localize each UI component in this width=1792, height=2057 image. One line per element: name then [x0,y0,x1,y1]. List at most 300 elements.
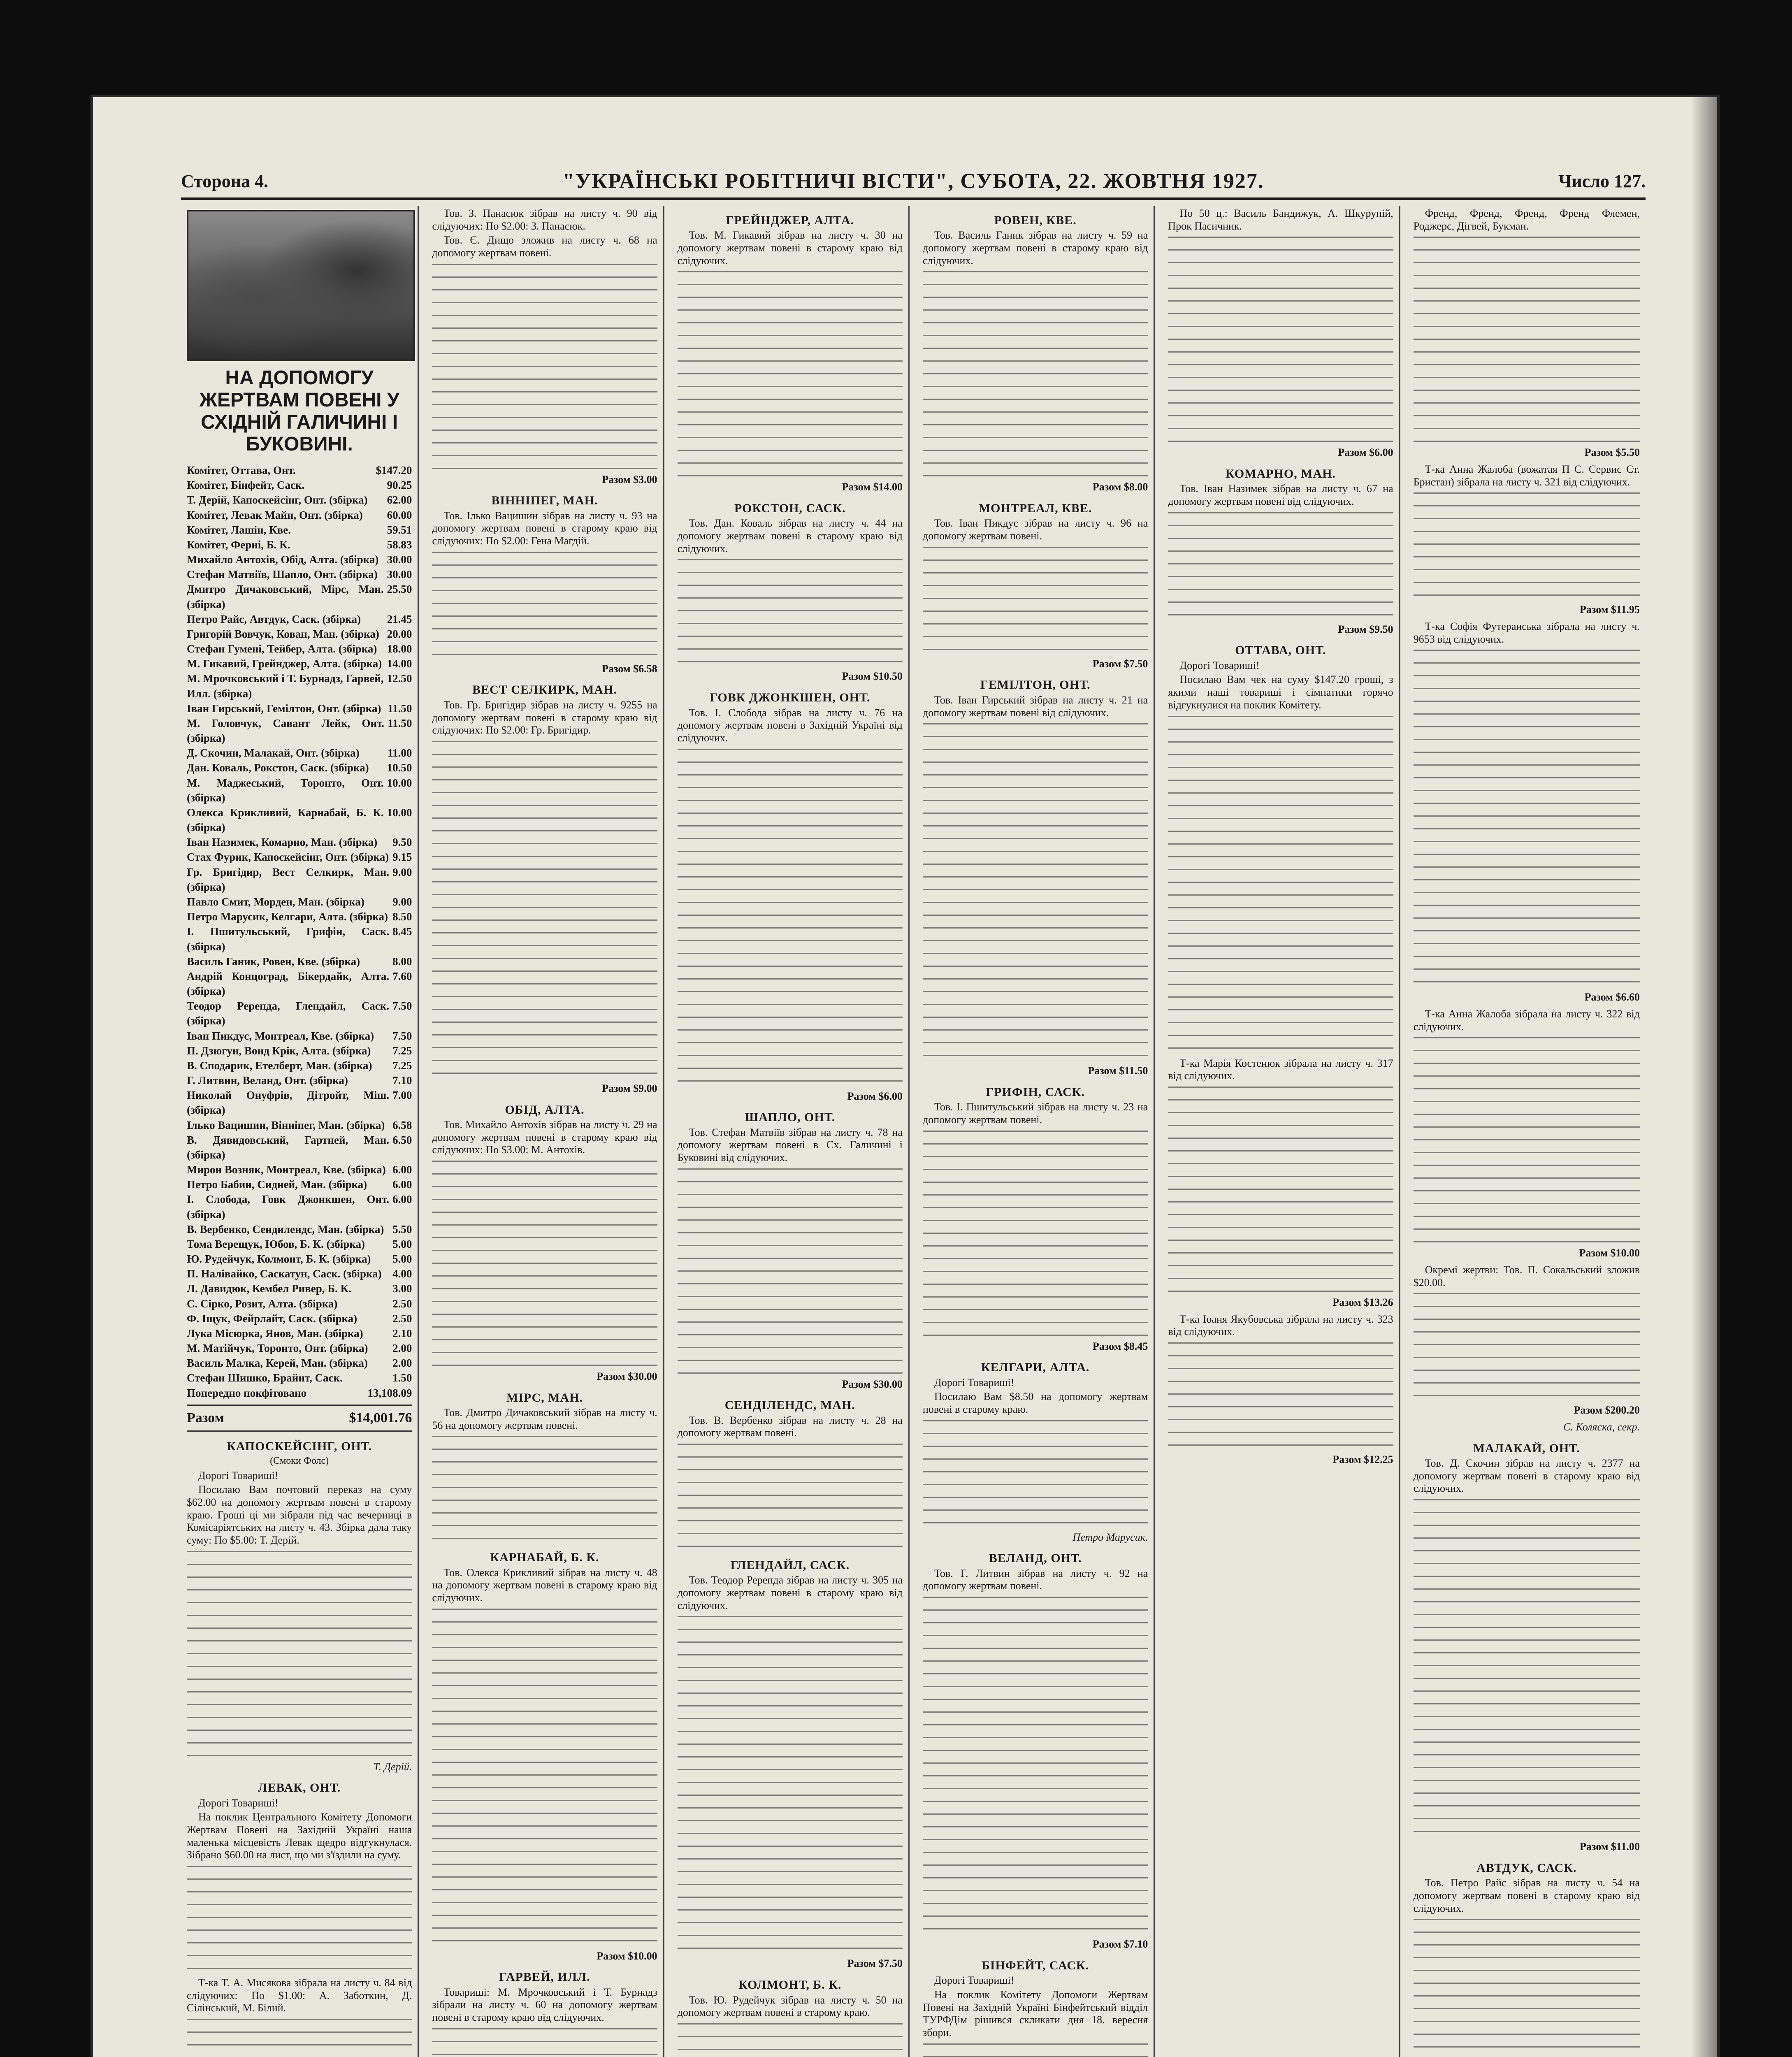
article-paragraph: Тов. Ю. Рудейчук зібрав на листу ч. 50 на допомогу жертвам повені в старому краю. [677,1994,903,2019]
contributor-name: Л. Давидюк, Кембел Ривер, Б. К. [187,1282,351,1295]
contribution-row [187,909,412,924]
illegible-text-block [1168,512,1393,619]
masthead [181,165,1646,200]
section-total: Разом $8.00 [1092,481,1148,493]
contribution-amount: 9.00 [392,866,412,878]
contribution-row [187,1088,412,1117]
contribution-row [187,1192,412,1221]
contribution-row [187,492,412,507]
article-paragraph: По 50 ц.: Василь Бандижук, А. Шкурупій, Прок Пасичник. [1168,207,1393,232]
contribution-row [187,865,412,894]
article-paragraph: Тов. Іван Гирський зібрав на листу ч. 21 на допомогу жертвам повені від слідуючих. [922,694,1148,719]
column-5 [1162,206,1400,2057]
grand-total-row [187,1410,412,1426]
article-paragraph: Тов. Дан. Коваль зібрав на листу ч. 44 на допомогу жертвам повені в старому краю від слідуючих. [677,517,903,555]
section-title: ГЛЕНДАЙЛ, САСК. [730,1558,850,1572]
column-6 [1408,206,1646,2057]
section-title: КОЛМОНТ, Б. К. [738,1978,842,1992]
article-paragraph: Посилаю Вам почтовий переказ на суму $62.00 на допомогу жертвам повені в старому краю. Гроші ці ми зібрали під час вечерниці в Комісаріятських на листу ч. 43. Збірка дала таку суму: По $5.00: Т. Дерій. [187,1484,412,1546]
contribution-row [187,1043,412,1058]
contribution-row [187,760,412,775]
page-number: Сторона 4. [181,171,269,191]
lead-headline: НА ДОПОМОГУ ЖЕРТВАМ ПОВЕНІ У СХІДНІЙ ГАЛИЧИНІ І БУКОВИНІ. [199,367,399,455]
section-total: Разом $5.50 [1584,446,1640,459]
article-paragraph: Тов. Михайло Антохів зібрав на листу ч. 29 на допомогу жертвам повені в старому краю від слідуючих: По $3.00: М. Антохів. [432,1118,657,1156]
contributor-name: С. Сірко, Розит, Алта. (збірка) [187,1297,338,1310]
contributor-name: В. Дявидовський, Гартней, Ман. (збірка) [187,1133,390,1161]
contribution-row [187,522,412,537]
article-paragraph: Тов. Іван Назимек зібрав на листу ч. 67 на допомогу жертвам повені від слідуючих. [1168,483,1393,508]
contribution-amount: 58.83 [387,538,412,551]
contribution-row [187,924,412,954]
contributor-name: Теодор Ререпда, Глендайл, Саск. (збірка) [187,1000,390,1027]
illegible-text-block [432,552,657,659]
contribution-row [187,745,412,760]
section-title: БІНФЕЙТ, САСК. [982,1958,1089,1972]
contribution-row [187,656,412,671]
section-total: Разом $13.26 [1332,1296,1393,1308]
contribution-row [187,1222,412,1237]
contributor-name: Д. Скочин, Малакай, Онт. (збірка) [187,747,360,759]
contributor-name: М. Головчук, Савант Лейк, Онт. (збірка) [187,717,385,745]
contribution-amount: 9.15 [392,851,412,864]
article-paragraph: Товариші: М. Мрочковський і Т. Бурнадз зібрали на листу ч. 60 на допомогу жертвам повені в старому краю від слідуючих. [432,1986,657,2024]
previous-amount: 13,108.09 [367,1386,412,1399]
contribution-amount: 6.50 [392,1133,412,1146]
contributor-name: Ілько Вацишин, Вінніпег, Ман. (збірка) [187,1119,385,1131]
contributor-name: Стах Фурик, Капоскейсінг, Онт. (збірка) [187,851,389,864]
article-paragraph: Т-ка Т. А. Мисякова зібрала на листу ч. 84 від слідуючих: По $1.00: А. Заботкин, Д. Сілінський, М. Білий. [187,1977,412,2014]
article-paragraph: Т-ка Софія Футеранська зібрала на листу ч. 9653 від слідуючих. [1413,620,1640,645]
contribution-amount: 7.25 [392,1044,412,1057]
contribution-amount: 2.00 [392,1357,412,1370]
column-6-body [1414,207,1640,2057]
section-title: ГРЕЙНДЖЕР, АЛТА. [726,214,854,227]
section-total: Разом $3.00 [602,473,657,485]
contribution-amount: 5.50 [392,1223,412,1235]
contribution-amount: 1.50 [392,1372,412,1384]
article-paragraph: Френд, Френд, Френд, Френд Флемен, Роджерс, Дігвей, Букман. [1413,207,1640,232]
illegible-text-block [678,2023,903,2057]
contributor-name: Гр. Бригідир, Вест Селкирк, Ман. (збірка) [187,866,390,893]
contributor-name: Комітет, Ферні, Б. К. [187,538,290,551]
flood-photo [187,210,415,361]
article-paragraph: Тов. Петро Райс зібрав на листу ч. 54 на допомогу жертвам повені в старому краю від слідуючих. [1413,1877,1640,1914]
section-total: Разом $30.00 [597,1370,657,1382]
contribution-amount: 7.60 [392,970,412,982]
article-paragraph: Тов. Гр. Бригідир зібрав на листу ч. 9255 на допомогу жертвам повені в старому краю від слідуючих: По $2.00: Гр. Бригідир. [432,699,657,736]
contribution-amount: 11.00 [388,747,412,759]
illegible-text-block [923,1131,1148,1336]
section-total: Разом $6.58 [602,662,657,675]
contribution-amount: 62.00 [387,494,412,506]
illegible-text-block [1168,1342,1393,1449]
article-paragraph: Тов. В. Вербенко зібрав на листу ч. 28 на допомогу жертвам повені. [677,1414,903,1439]
illegible-text-block [923,723,1148,1061]
column-4 [917,206,1155,2057]
columns [181,206,1646,2057]
article-paragraph: Тов. М. Гикавий зібрав на листу ч. 30 на допомогу жертвам повені в старому краю від слідуючих. [677,229,903,267]
column-3-body [678,213,903,2057]
contribution-amount: 30.00 [387,553,412,566]
contributor-name: Петро Райс, Автдук, Саск. (збірка) [187,613,361,625]
article-paragraph: Тов. Стефан Матвіїв зібрав на листу ч. 78 на допомогу жертвам повені в Сх. Галичині і Буковині від слідуючих. [677,1126,903,1163]
contribution-amount: 10.50 [387,762,412,774]
article-paragraph: Тов. Д. Скочин зібрав на листу ч. 2377 на допомогу жертвам повені в старому краю від слідуючих. [1413,1457,1640,1495]
contribution-row [187,1133,412,1162]
contribution-row [187,612,412,627]
illegible-text-block [1414,1293,1640,1400]
article-paragraph: Тов. З. Панасюк зібрав на листу ч. 90 від слідуючих: По $2.00: З. Панасюк. [432,207,657,232]
section-title: КЕЛГАРИ, АЛТА. [981,1360,1090,1374]
section-total: Разом $6.00 [847,1090,903,1102]
contribution-amount: 30.00 [387,568,412,581]
illegible-text-block [1168,237,1393,442]
contribution-row [187,701,412,716]
illegible-text-block [678,559,903,666]
contributor-name: Іван Назимек, Комарно, Ман. (збірка) [187,836,378,849]
illegible-text-block [1414,1919,1640,2057]
contribution-row [187,775,412,805]
contribution-row [187,1341,412,1356]
section-total: Разом $10.00 [1579,1247,1640,1259]
illegible-text-block [432,1436,657,1543]
article-paragraph: Тов. Олекса Крикливий зібрав на листу ч. 48 на допомогу жертвам повені в старому краю від слідуючих. [432,1566,657,1604]
section-total: Разом $10.00 [597,1950,657,1962]
illegible-text-block [1414,1499,1640,1836]
section-total: Разом $6.00 [1338,446,1393,459]
contributor-name: Т. Дерій, Капоскейсінг, Онт. (збірка) [187,494,368,506]
contributor-name: Г. Литвин, Веланд, Онт. (збірка) [187,1074,348,1087]
contributor-name: Дан. Коваль, Рокстон, Саск. (збірка) [187,762,369,774]
column-3 [672,206,910,2057]
section-title: КОМАРНО, МАН. [1225,467,1336,481]
contributor-name: М. Матійчук, Торонто, Онт. (збірка) [187,1342,368,1355]
contribution-row [187,552,412,567]
contribution-row [187,1266,412,1281]
column-1-body [187,1439,412,2057]
article-paragraph: На поклик Комітету Допомоги Жертвам Повені на Західній Україні Бінфейтський відділ ТУРФДім рішився скликати дня 18. вересня збори. [922,1988,1148,2038]
contribution-row [187,537,412,552]
newspaper-page [91,95,1720,2057]
contributor-name: Мирон Возняк, Монтреал, Кве. (збірка) [187,1163,386,1176]
illegible-text-block [1414,237,1640,442]
contribution-amount: 12.50 [387,672,412,685]
contribution-amount: 8.45 [392,925,412,938]
contribution-amount: 2.50 [392,1312,412,1325]
signature: Петро Марусик. [1072,1531,1148,1543]
previous-total-row [187,1386,412,1400]
article-paragraph: На поклик Центрального Комітету Допомоги Жертвам Повені на Західній Україні наша маленька місцевість Левак щедро відгукнулася. Зібрано $60.00 на лист, що ми з'їздили на суму. [187,1811,412,1861]
contribution-amount: 5.00 [392,1237,412,1250]
illegible-text-block [1168,1087,1393,1292]
section-title: МАЛАКАЙ, ОНТ. [1473,1441,1580,1455]
illegible-text-block [678,1168,903,1374]
contribution-row [187,1251,412,1266]
section-total: Разом $200.20 [1574,1404,1640,1416]
column-2-body [432,207,657,2057]
illegible-text-block [432,2028,657,2057]
column-5-body [1168,207,1393,1466]
contribution-amount: 7.50 [392,1029,412,1042]
column-1 [181,206,419,2057]
contribution-row [187,582,412,611]
section-title: МОНТРЕАЛ, КВЕ. [978,501,1092,515]
article-paragraph: Посилаю Вам чек на суму $147.20 гроші, з якими наші товариші і сімпатики горячо відгукнулися на поклик Комітету. [1168,673,1393,711]
contributor-name: Павло Смит, Морден, Ман. (збірка) [187,895,364,908]
contribution-row [187,1058,412,1073]
section-title: КАПОСКЕЙСІНГ, ОНТ. [227,1439,372,1453]
illegible-text-block [678,749,903,1086]
illegible-text-block [432,741,657,1078]
illegible-text-block [187,1866,412,1973]
contribution-amount: 4.00 [392,1268,412,1280]
contribution-row [187,835,412,850]
contributor-name: Іван Пикдус, Монтреал, Кве. (збірка) [187,1029,374,1042]
illegible-text-block [187,2019,412,2057]
contribution-row [187,1356,412,1370]
article-paragraph: Дорогі Товариші! [934,1376,1014,1388]
illegible-text-block [923,271,1148,477]
section-subtitle: (Смоки Фолс) [270,1456,329,1467]
section-total: Разом $7.50 [847,1957,903,1970]
contribution-row [187,1281,412,1296]
contribution-amount: 90.25 [387,479,412,492]
contributor-name: Стефан Шишко, Брайнт, Саск. [187,1372,343,1384]
contributor-name: В. Сподарик, Етелберт, Ман. (збірка) [187,1059,372,1072]
signature: С. Коляска, секр. [1563,1421,1640,1433]
contributor-name: В. Вербенко, Сендилендс, Ман. (збірка) [187,1223,384,1235]
contribution-row [187,1177,412,1192]
section-title: ГАРВЕЙ, ИЛЛ. [499,1970,590,1984]
section-total: Разом $10.50 [842,670,903,683]
article-paragraph: Т-ка Іоаня Якубовська зібрала на листу ч. 323 від слідуючих. [1168,1313,1393,1338]
section-title: ГРИФІН, САСК. [986,1085,1085,1099]
section-title: ВІННІПЕГ, МАН. [491,494,598,508]
total-amount: $14,001.76 [349,1410,412,1426]
illegible-text-block [678,271,903,477]
illegible-text-block [678,1444,903,1551]
section-title: КАРНАБАЙ, Б. К. [490,1551,599,1565]
contribution-row [187,1073,412,1088]
illegible-text-block [432,264,657,469]
article-paragraph: Т-ка Марія Костенюк зібрала на листу ч. 317 від слідуючих. [1168,1057,1393,1082]
article-paragraph: Тов. Теодор Ререпда зібрав на листу ч. 305 на допомогу жертвам повені в старому краю від слідуючих. [677,1574,903,1611]
contribution-row [187,1326,412,1341]
contribution-amount: 59.51 [387,523,412,536]
contributor-name: Василь Малка, Керей, Ман. (збірка) [187,1357,368,1370]
section-total: Разом $6.60 [1584,991,1640,1003]
article-paragraph: Дорогі Товариші! [198,1797,279,1809]
illegible-text-block [1414,492,1640,599]
illegible-text-block [923,1597,1148,1934]
contributor-name: М. Гикавий, Грейнджер, Алта. (збірка) [187,657,382,670]
contributor-name: П. Налівайко, Саскатун, Саск. (збірка) [187,1268,382,1280]
contributor-name: Олекса Крикливий, Карнабай, Б. К. (збірка) [187,806,384,834]
contributor-name: Михайло Антохів, Обід, Алта. (збірка) [187,553,379,566]
section-total: Разом $11.00 [1580,1841,1640,1853]
section-total: Разом $12.25 [1332,1453,1393,1465]
contributor-name: Лука Місюрка, Янов, Ман. (збірка) [187,1327,363,1340]
illegible-text-block [432,1161,657,1366]
contribution-amount: 9.00 [392,895,412,908]
article-paragraph: Тов. Ілько Вацишин зібрав на листу ч. 93 на допомогу жертвам повені в старому краю від слідуючих: По $2.00: Гена Магдій. [432,509,657,547]
article-paragraph: Тов. Іван Пикдус зібрав на листу ч. 96 на допомогу жертвам повені. [922,517,1148,542]
contribution-row [187,567,412,582]
contribution-row [187,1028,412,1043]
contributor-name: П. Дзюгун, Вонд Крік, Алта. (збірка) [187,1044,371,1057]
section-total: Разом $11.95 [1580,604,1640,616]
contribution-amount: 11.50 [388,717,412,729]
contribution-amount: 7.25 [392,1059,412,1072]
section-title: СЕНДІЛЕНДС, МАН. [724,1398,855,1412]
section-title: ВЕЛАНД, ОНТ. [989,1551,1082,1565]
section-title: АВТДУК, САСК. [1476,1861,1577,1875]
contribution-row [187,1311,412,1326]
contribution-amount: 21.45 [387,613,412,625]
contribution-row [187,954,412,969]
article-paragraph: Тов. Дмитро Дичаковський зібрав на листу ч. 56 на допомогу жертвам повені. [432,1406,657,1431]
illegible-text-block [1414,650,1640,987]
section-total: Разом $14.00 [842,481,903,493]
illegible-text-block [187,1551,412,1757]
contribution-amount: 2.10 [392,1327,412,1340]
contributor-name: М. Маджеський, Торонто, Онт. (збірка) [187,776,384,804]
section-title: ВЕСТ СЕЛКИРК, МАН. [472,683,617,697]
newspaper-title: "УКРАЇНСЬКІ РОБІТНИЧІ ВІСТИ", СУБОТА, 22. ЖОВТНЯ 1927. [562,169,1264,193]
contribution-amount: 60.00 [387,508,412,521]
contributor-name: М. Мрочковський і Т. Бурнадз, Гарвей, Илл. (збірка) [187,672,384,700]
contribution-amount: 25.50 [387,583,412,596]
section-title: РОКСТОН, САСК. [734,501,846,515]
contribution-row [187,1296,412,1311]
contributor-name: Тома Верещук, Юбов, Б. К. (збірка) [187,1237,365,1250]
contributor-name: Петро Бабин, Сидней, Ман. (збірка) [187,1178,367,1191]
section-total: Разом $11.50 [1088,1065,1148,1077]
contributor-name: Дмитро Дичаковський, Мірс, Ман. (збірка) [187,583,384,611]
section-total: Разом $9.50 [1338,623,1393,635]
contributor-name: Комітет, Лашін, Кве. [187,523,291,536]
contribution-amount: 20.00 [387,627,412,640]
article-paragraph: Дорогі Товариші! [1179,659,1260,671]
previous-label: Попередно покфітовано [187,1386,307,1399]
contributor-name: І. Слобода, Говк Джонкшен, Онт. (збірка) [187,1193,390,1221]
contributor-name: Ф. Іщук, Фейрлайт, Саск. (збірка) [187,1312,357,1325]
contribution-amount: 6.58 [392,1119,412,1131]
contribution-amount: 8.50 [392,910,412,923]
article-paragraph: Окремі жертви: Тов. П. Сокальський зложив $20.00. [1413,1264,1640,1289]
contribution-amount: 3.00 [392,1282,412,1295]
section-total: Разом $7.10 [1092,1938,1148,1950]
contributor-name: Комітет, Оттава, Онт. [187,464,296,476]
contribution-row [187,894,412,909]
contributor-name: Комітет, Бінфейт, Саск. [187,479,305,492]
divider [187,1430,412,1432]
contribution-amount: 10.00 [387,806,412,819]
contribution-list [187,463,412,1386]
contribution-amount: 2.50 [392,1297,412,1310]
article-paragraph: Дорогі Товариші! [934,1974,1014,1987]
section-title: ОБІД, АЛТА. [505,1103,585,1117]
article-paragraph: Тов. Г. Литвин зібрав на листу ч. 92 на допомогу жертвам повені. [922,1567,1148,1592]
contributor-name: І. Пшитульський, Грифін, Саск. (збірка) [187,925,390,953]
contribution-row [187,463,412,478]
illegible-text-block [923,547,1148,654]
section-title: ОТТАВА, ОНТ. [1235,643,1326,657]
section-title: МІРС, МАН. [506,1391,583,1405]
article-paragraph: Тов. Василь Ганик зібрав на листу ч. 59 на допомогу жертвам повені в старому краю від слідуючих. [922,229,1148,267]
contribution-row [187,1162,412,1177]
issue-number: Число 127. [1558,171,1646,191]
contributor-name: Андрій Концоград, Бікердайк, Алта. (збірка) [187,970,390,998]
contributor-name: Николай Онуфрів, Дітройт, Міш. (збірка) [187,1089,390,1117]
section-title: ШАПЛО, ОНТ. [745,1110,836,1124]
contribution-amount: $147.20 [376,464,412,476]
article-paragraph: Дорогі Товариші! [198,1469,279,1481]
contributor-name: Ю. Рудейчук, Колмонт, Б. К. (збірка) [187,1253,371,1265]
section-total: Разом $7.50 [1092,657,1148,670]
contribution-row [187,1118,412,1133]
article-paragraph: Тов. Є. Дищо зложив на листу ч. 68 на допомогу жертвам повені. [432,234,657,259]
section-title: ГОВК ДЖОНКШЕН, ОНТ. [710,691,870,705]
illegible-text-block [432,1609,657,1946]
contributor-name: Комітет, Левак Майн, Онт. (збірка) [187,508,363,521]
article-paragraph: Т-ка Анна Жалоба зібрала на листу ч. 322 від слідуючих. [1413,1008,1640,1033]
contribution-amount: 14.00 [387,657,412,670]
contribution-amount: 6.00 [392,1163,412,1176]
illegible-text-block [923,2043,1148,2057]
contributor-name: Петро Марусик, Келгари, Алта. (збірка) [187,910,388,923]
contribution-row [187,1237,412,1251]
section-total: Разом $30.00 [842,1378,903,1390]
section-total: Разом $9.00 [602,1082,657,1094]
article-paragraph: Т-ка Анна Жалоба (вожатая П С. Сервис Ст. Бристан) зібрала на листу ч. 321 від слідуючих. [1413,463,1640,488]
contribution-amount: 6.00 [392,1193,412,1206]
column-4-body [923,213,1148,2057]
contributor-name: Іван Гирський, Гемілтон, Онт. (збірка) [187,702,381,715]
illegible-text-block [923,1420,1148,1527]
illegible-text-block [1168,716,1393,1053]
illegible-text-block [1414,1037,1640,1243]
contribution-amount: 7.50 [392,1000,412,1012]
contribution-row [187,671,412,701]
illegible-text-block [678,1616,903,1953]
article-paragraph: Тов. І. Слобода зібрав на листу ч. 76 на допомогу жертвам повені в Західній Україні від слідуючих. [677,706,903,744]
section-total: Разом $8.45 [1092,1340,1148,1352]
column-2 [426,206,664,2057]
contribution-row [187,969,412,998]
contribution-amount: 5.00 [392,1253,412,1265]
divider [187,1405,412,1406]
contributor-name: Василь Ганик, Ровен, Кве. (збірка) [187,955,360,968]
contribution-row [187,805,412,835]
contribution-row [187,1370,412,1385]
contributor-name: Григорій Вовчук, Кован, Ман. (збірка) [187,627,379,640]
signature: Т. Дерій. [373,1760,412,1773]
contribution-amount: 18.00 [387,643,412,655]
contribution-amount: 2.00 [392,1342,412,1355]
contribution-row [187,627,412,641]
article-paragraph: Посилаю Вам $8.50 на допомогу жертвам повені в старому краю. [922,1391,1148,1416]
contribution-row [187,716,412,745]
contribution-amount: 7.10 [392,1074,412,1087]
contribution-amount: 10.00 [387,776,412,789]
contribution-amount: 11.50 [388,702,412,715]
contribution-row [187,850,412,864]
contributor-name: Стефан Гумені, Тейбер, Алта. (збірка) [187,643,377,655]
contributor-name: Стефан Матвіїв, Шапло, Онт. (збірка) [187,568,378,581]
contribution-amount: 9.50 [392,836,412,849]
